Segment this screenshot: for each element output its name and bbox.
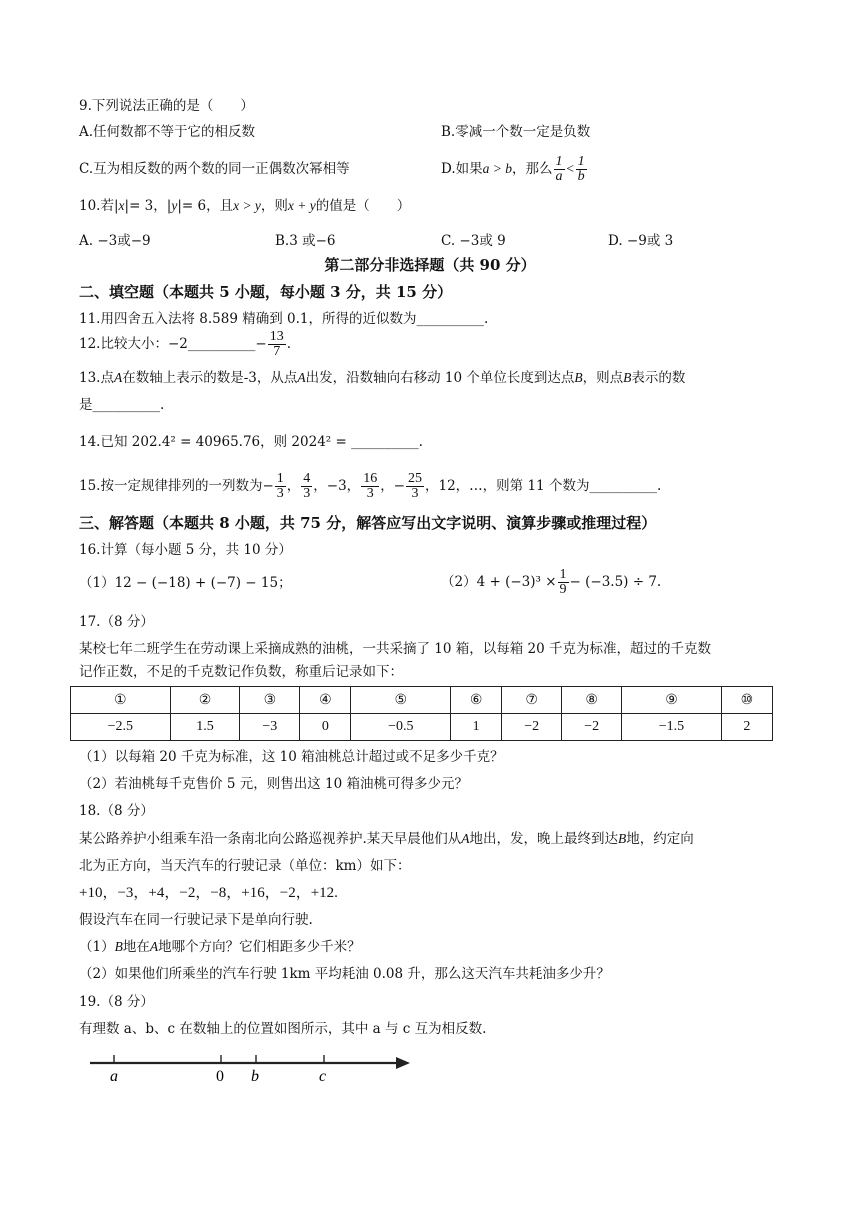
table-header-cell: ② (170, 687, 240, 714)
q10-stem: 10.若|x|= 3，|y|= 6，且x > y，则x + y的值是（ ） (79, 198, 411, 214)
table-cell: 1.5 (170, 714, 240, 741)
q17-line-2: 记作正数，不足的千克数记作负数，称重后记录如下： (79, 664, 403, 680)
q9-stem: 9.下列说法正确的是（ ） (79, 98, 254, 114)
q9-option-b: B.零减一个数一定是负数 (441, 124, 591, 140)
q18-line-4: 假设汽车在同一行驶记录下是单向行驶. (79, 912, 313, 928)
table-header-row (71, 687, 773, 714)
q16-heading: 16.计算（每小题 5 分，共 10 分） (79, 542, 292, 558)
table-header-cell: ⑥ (451, 687, 502, 714)
q10-option-b: B.3 或−6 (275, 233, 336, 249)
q12-text: 12.比较大小：−2__________− $\frac{13}{7}$ . (79, 329, 291, 359)
table-cell: −2 (562, 714, 622, 741)
table-header-cell: ③ (240, 687, 300, 714)
table-cell: −3 (240, 714, 300, 741)
q10-option-c: C. −3或 9 (441, 233, 506, 249)
q9-d-prefix: D.如果 (441, 161, 483, 177)
q19-heading: 19.（8 分） (79, 994, 154, 1010)
number-line-figure (88, 1045, 418, 1087)
label-a: a (110, 1068, 118, 1085)
q11-text: 11.用四舍五入法将 8.589 精确到 0.1，所得的近似数为__________. (79, 311, 489, 327)
q17-subquestion-1: （1）以每箱 20 千克为标准，这 10 箱油桃总计超过或不足多少千克？ (79, 749, 504, 765)
table-cell: 1 (451, 714, 502, 741)
weight-record-table (70, 686, 773, 741)
q18-line-2: 北为正方向，当天汽车的行驶记录（单位：km）如下： (79, 858, 411, 874)
table-header-cell: ④ (300, 687, 351, 714)
q13-line-1: 13.点A在数轴上表示的数是-3，从点A出发，沿数轴向右移动 10 个单位长度到达点B，则点B表示的数 (79, 370, 686, 386)
number-line-arrow (396, 1057, 410, 1069)
table-cell: −2 (502, 714, 562, 741)
q14-text: 14.已知 202.4² = 40965.76，则 2024² = __________. (79, 434, 423, 450)
part-two-title: 第二部分非选择题（共 90 分） (324, 256, 536, 274)
q18-subquestion-1: （1）B地在A地哪个方向？它们相距多少千米？ (79, 939, 361, 955)
q10-option-a: A. −3或−9 (79, 233, 151, 249)
q9-option-a: A.任何数都不等于它的相反数 (79, 124, 256, 140)
less-than-sign: < (565, 161, 575, 176)
table-header-cell: ⑨ (622, 687, 722, 714)
q18-line-1: 某公路养护小组乘车沿一条南北向公路巡视养护.某天早晨他们从A地出，发，晚上最终到达B地，约定向 (79, 831, 694, 847)
fraction: $\frac{25}{3}$ (408, 471, 422, 501)
fraction: $\frac{1}{9}$ (559, 567, 567, 597)
fraction: $\frac{1}{a}$ (555, 154, 563, 184)
q9-option-d (441, 148, 588, 190)
table-cell: −1.5 (622, 714, 722, 741)
fraction: $\frac{4}{3}$ (303, 471, 311, 501)
q19-line-1: 有理数 a、b、c 在数轴上的位置如图所示，其中 a 与 c 互为相反数. (79, 1021, 487, 1037)
label-zero: 0 (216, 1068, 224, 1085)
section-three-title: 三、解答题（本题共 8 小题，共 75 分，解答应写出文字说明、演算步骤或推理过程） (79, 514, 657, 532)
table-cell: −2.5 (71, 714, 171, 741)
q17-heading: 17.（8 分） (79, 614, 154, 630)
table-cell: −0.5 (351, 714, 451, 741)
fraction: $\frac{13}{7}$ (269, 329, 284, 359)
fraction: $\frac{16}{3}$ (363, 471, 378, 501)
q18-driving-record: +10，−3，+4，−2，−8，+16，−2，+12. (79, 885, 338, 901)
q18-heading: 18.（8 分） (79, 803, 154, 819)
fraction: $\frac{1}{b}$ (577, 154, 585, 184)
label-c: c (319, 1068, 327, 1085)
section-two-title: 二、填空题（本题共 5 小题，每小题 3 分，共 15 分） (79, 283, 453, 301)
q18-subquestion-2: （2）如果他们所乘坐的汽车行驶 1km 平均耗油 0.08 升，那么这天汽车共耗油多少升？ (79, 966, 610, 982)
q17-subquestion-2: （2）若油桃每千克售价 5 元，则售出这 10 箱油桃可得多少元？ (79, 776, 469, 792)
table-header-cell: ① (71, 687, 171, 714)
table-cell: 2 (721, 714, 772, 741)
q15-text: 15.按一定规律排列的一列数为− $\frac{1}{3}$ ， $\frac{4}{3}$ ，−3， $\frac{16}{3}$ ，− $\frac{25}{3}$ ，12，…，则第 11 个数为__________. (79, 471, 662, 501)
q13-line-2: 是__________. (79, 397, 165, 413)
table-cell: 0 (300, 714, 351, 741)
q9-d-condition: a > b (482, 161, 513, 176)
q16-part-1: （1）12 − (−18) + (−7) − 15； (79, 575, 292, 591)
q16-part-2: （2）4 + (−3)³ × $\frac{1}{9}$ − (−3.5) ÷ 7. (441, 567, 662, 597)
table-header-cell: ⑦ (502, 687, 562, 714)
q10-option-d: D. −9或 3 (608, 233, 674, 249)
table-header-cell: ⑤ (351, 687, 451, 714)
q17-line-1: 某校七年二班学生在劳动课上采摘成熟的油桃，一共采摘了 10 箱，以每箱 20 千克为标准，超过的千克数 (79, 641, 712, 657)
q9-d-mid: ，那么 (512, 161, 553, 177)
table-row (71, 714, 773, 741)
table-header-cell: ⑩ (721, 687, 772, 714)
q9-option-c: C.互为相反数的两个数的同一正偶数次幂相等 (79, 161, 350, 177)
fraction: $\frac{1}{3}$ (276, 471, 284, 501)
table-header-cell: ⑧ (562, 687, 622, 714)
label-b: b (251, 1068, 259, 1085)
